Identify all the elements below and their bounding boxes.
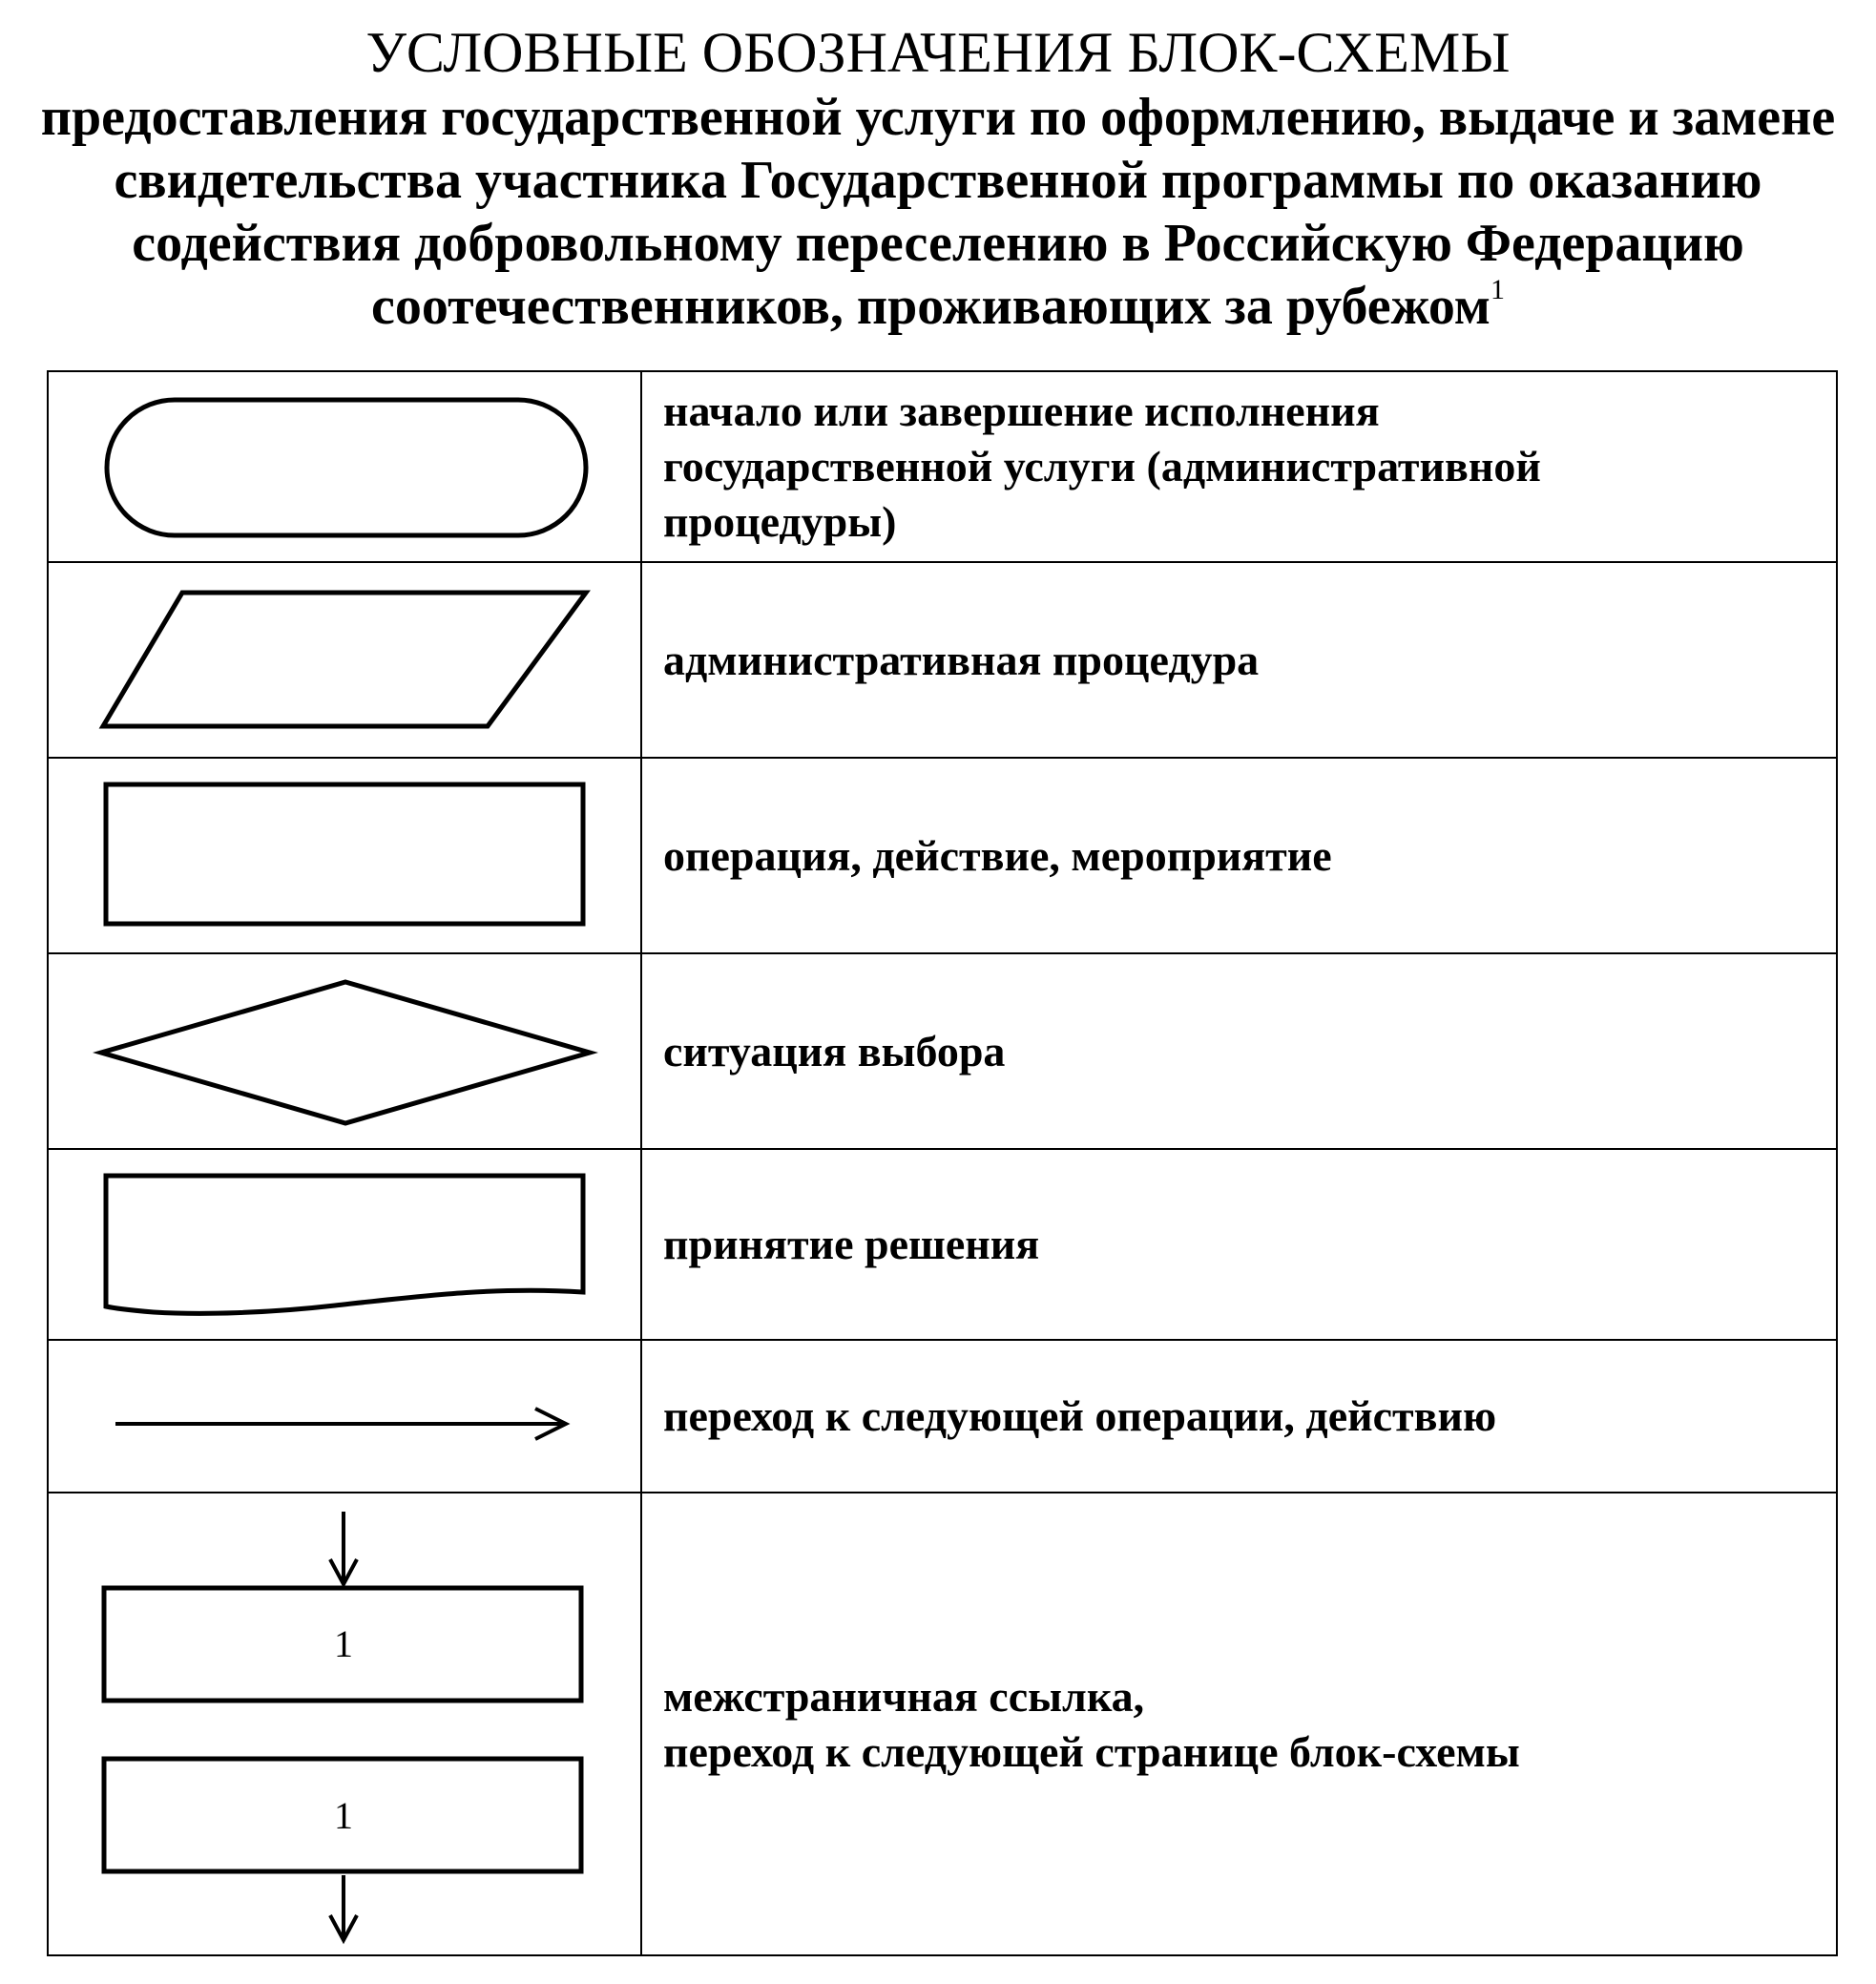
page-subtitle-line-4-text: соотечественников, проживающих за рубежом [371, 277, 1490, 336]
legend-row-page-connector [48, 1493, 1837, 1955]
description-cell [641, 953, 1837, 1149]
description-cell [641, 562, 1837, 758]
rectangle-shape [49, 760, 640, 951]
description-text: государственной услуги (административной [663, 442, 1541, 491]
page-subtitle-line-2: свидетельства участника Государственной программы по оказанию [114, 151, 1762, 210]
description-text: административная процедура [663, 635, 1260, 684]
terminator-shape [49, 373, 640, 560]
symbol-cell [48, 1149, 641, 1340]
description-text: переход к следующей странице блок-схемы [663, 1726, 1520, 1776]
symbol-cell [48, 1340, 641, 1493]
arrow-down-icon [330, 1512, 357, 1584]
parallelogram-shape [49, 564, 640, 756]
legend-row-document [48, 1149, 1837, 1340]
arrow-down-icon [330, 1875, 357, 1940]
legend-row-arrow [48, 1340, 1837, 1493]
footnote-mark: 1 [1490, 274, 1505, 305]
description-cell [641, 371, 1837, 562]
legend-row-diamond [48, 953, 1837, 1149]
symbol-cell [48, 1493, 641, 1955]
legend-table [47, 370, 1838, 1956]
connector-label-top: 1 [334, 1622, 353, 1665]
page-subtitle-line-3: содействия добровольному переселению в Российскую Федерацию [132, 214, 1744, 273]
page-connector-shape [49, 1494, 640, 1953]
description-text: ситуация выбора [663, 1026, 1006, 1076]
description-cell [641, 1340, 1837, 1493]
symbol-cell [48, 371, 641, 562]
description-text: переход к следующей операции, действию [663, 1391, 1497, 1440]
description-text: принятие решения [663, 1220, 1040, 1268]
arrow-right-icon [49, 1342, 640, 1491]
description-text: межстраничная ссылка, [663, 1671, 1145, 1721]
description-text: операция, действие, мероприятие [663, 830, 1332, 880]
description-text: начало или завершение исполнения [663, 386, 1380, 435]
description-cell [641, 1149, 1837, 1340]
connector-label-bottom: 1 [334, 1794, 353, 1837]
symbol-cell [48, 953, 641, 1149]
description-text: процедуры) [663, 497, 897, 546]
legend-row-rectangle [48, 758, 1837, 953]
legend-row-terminator [48, 371, 1837, 562]
description-cell [641, 1493, 1837, 1955]
symbol-cell [48, 758, 641, 953]
page-title: УСЛОВНЫЕ ОБОЗНАЧЕНИЯ БЛОК-СХЕМЫ [365, 21, 1511, 84]
legend-row-parallelogram [48, 562, 1837, 758]
document-shape [49, 1151, 640, 1338]
diamond-shape [49, 955, 640, 1147]
description-cell [641, 758, 1837, 953]
page-subtitle-line-1: предоставления государственной услуги по оформлению, выдаче и замене [40, 88, 1836, 147]
page-subtitle-line-4 [0, 275, 1876, 338]
header [0, 19, 1876, 338]
symbol-cell [48, 562, 641, 758]
